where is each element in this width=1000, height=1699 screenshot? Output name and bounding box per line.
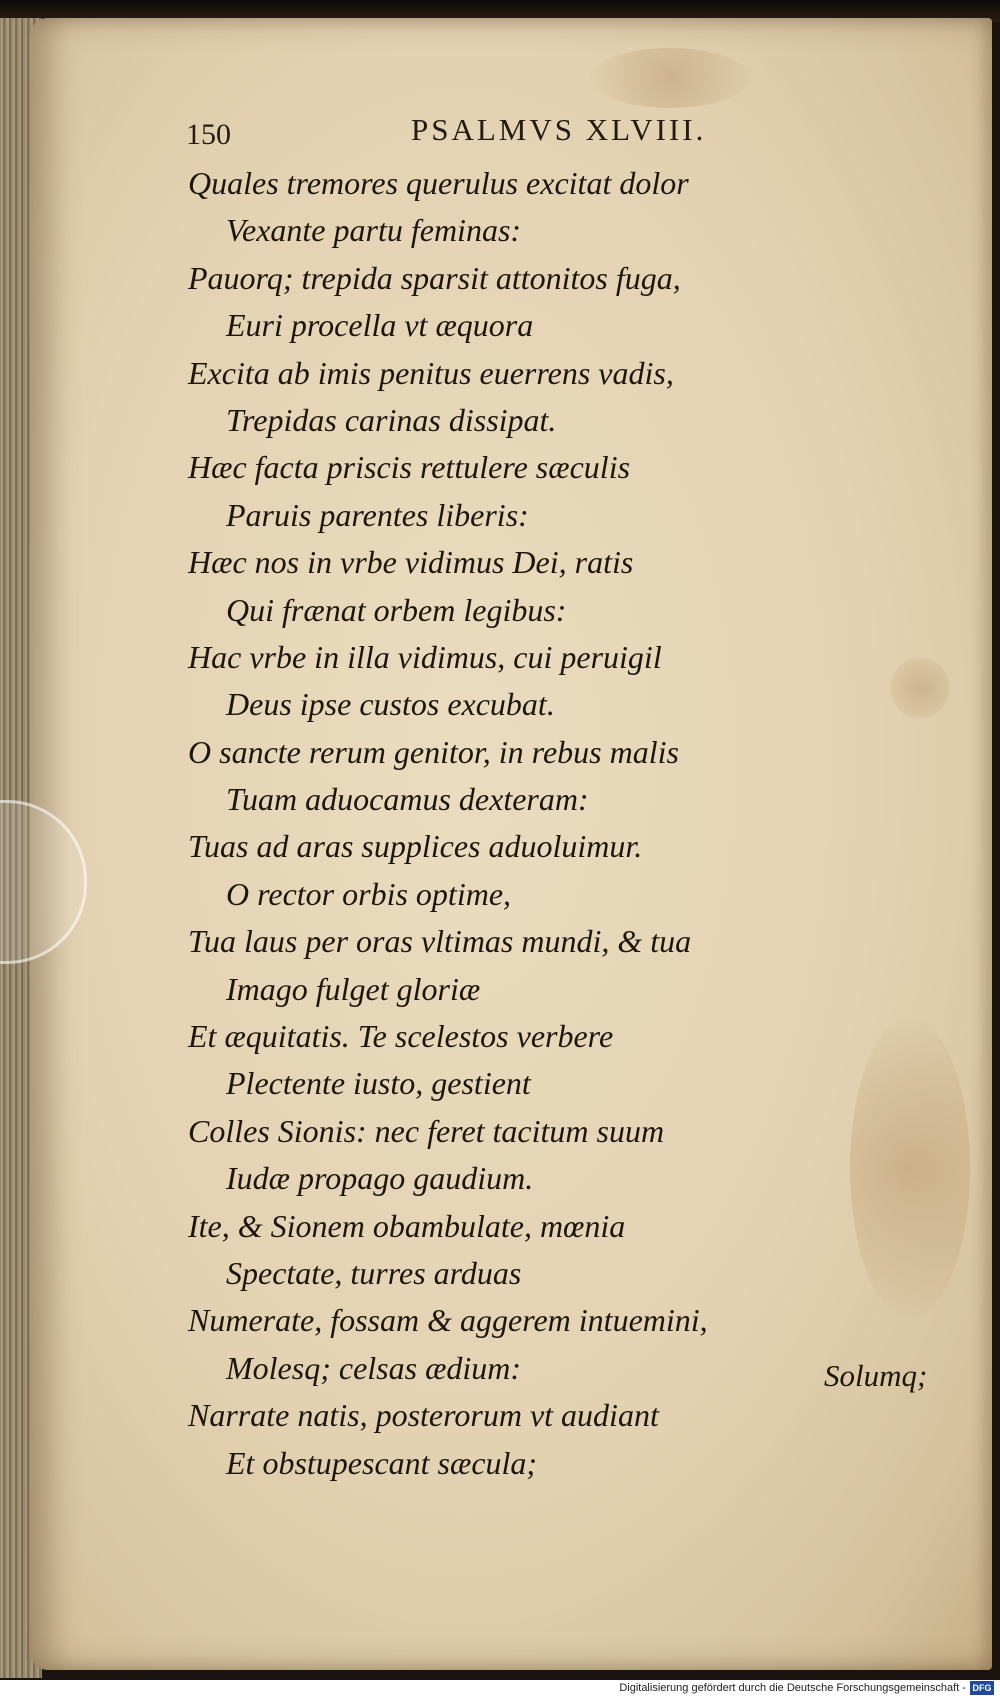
verse-line: Quales tremores querulus excitat dolor xyxy=(188,165,689,201)
page-stain xyxy=(890,658,950,718)
verse-line: Molesq; celsas ædium: xyxy=(226,1349,522,1386)
verse-line: Excita ab imis penitus euerrens vadis, xyxy=(188,354,674,391)
verse-line: Ite, & Sionem obambulate, mœnia xyxy=(188,1207,626,1244)
page-stain xyxy=(850,1018,970,1318)
verse-line: Hæc nos in vrbe vidimus Dei, ratis xyxy=(188,544,634,581)
verse-line: O sancte rerum genitor, in rebus malis xyxy=(188,733,679,770)
verse-line: Tuas ad aras supplices aduoluimur. xyxy=(188,828,643,865)
running-title: PSALMVS XLVIII. xyxy=(411,112,707,147)
verse-line: Imago fulget gloriæ xyxy=(226,970,481,1007)
footer-credit: Digitalisierung gefördert durch die Deutsche Forschungsgemeinschaft - xyxy=(619,1682,966,1694)
page-number: 150 xyxy=(186,118,231,151)
verse-line: Trepidas carinas dissipat. xyxy=(226,401,557,438)
verse-line: Et æquitatis. Te scelestos verbere xyxy=(188,1018,614,1055)
dfg-logo: DFG xyxy=(970,1681,994,1695)
verse-line: Colles Sionis: nec feret tacitum suum xyxy=(188,1112,665,1149)
verse-line: Tuam aduocamus dexteram: xyxy=(226,781,589,818)
page-header xyxy=(186,112,766,152)
verse-line: Qui frænat orbem legibus: xyxy=(226,591,567,628)
verse-line: Paruis parentes liberis: xyxy=(226,496,529,533)
verse-line: Deus ipse custos excubat. xyxy=(226,686,555,723)
verse-line: Pauorq; trepida sparsit attonitos fuga, xyxy=(188,259,681,296)
page-stain xyxy=(590,48,750,108)
poem-text xyxy=(188,160,828,1487)
verse-line: O rector orbis optime, xyxy=(226,875,512,912)
catchword: Solumq; xyxy=(824,1358,928,1393)
verse-line: Iudæ propago gaudium. xyxy=(226,1160,534,1197)
verse-line: Euri procella vt æquora xyxy=(226,307,534,344)
verse-line: Numerate, fossam & aggerem intuemini, xyxy=(188,1302,708,1339)
verse-line: Hæc facta priscis rettulere sæculis xyxy=(188,449,631,486)
verse-line: Spectate, turres arduas xyxy=(226,1254,522,1291)
verse-line: Plectente iusto, gestient xyxy=(226,1065,531,1102)
verse-line: Et obstupescant sæcula; xyxy=(226,1444,538,1481)
verse-line: Vexante partu feminas: xyxy=(226,212,522,249)
verse-line: Narrate natis, posterorum vt audiant xyxy=(188,1397,659,1434)
verse-line: Tua laus per oras vltimas mundi, & tua xyxy=(188,923,692,960)
verse-line: Hac vrbe in illa vidimus, cui peruigil xyxy=(188,638,662,675)
